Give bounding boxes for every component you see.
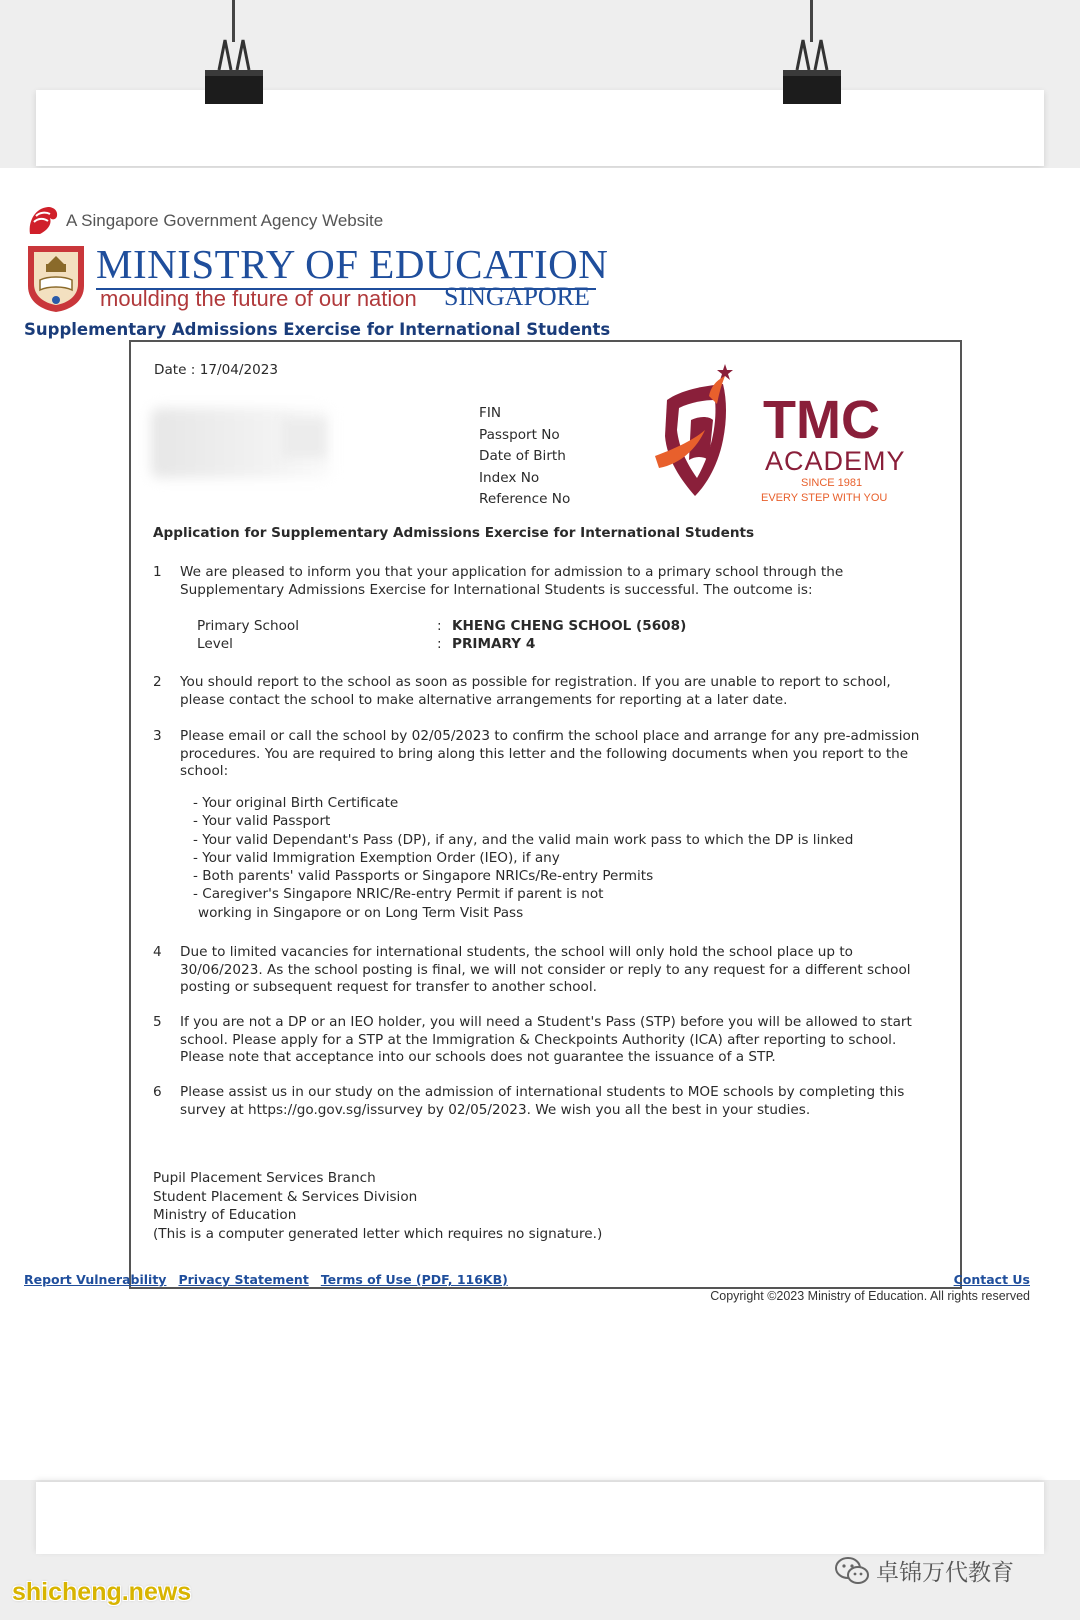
ministry-tagline: moulding the future of our nation xyxy=(100,286,417,311)
letter-paragraph xyxy=(153,944,933,997)
logo-sub: ACADEMY xyxy=(765,446,906,476)
signature-line: (This is a computer generated letter which requires no signature.) xyxy=(153,1225,603,1242)
exercise-heading: Supplementary Admissions Exercise for International Students xyxy=(24,320,611,339)
poster-top-strip xyxy=(36,90,1044,166)
list-item: - Your valid Passport xyxy=(193,813,331,830)
brand-watermark xyxy=(834,1554,1014,1587)
copyright-text: Copyright ©2023 Ministry of Education. All rights reserved xyxy=(710,1289,1030,1303)
identifier-label: Passport No xyxy=(479,426,560,443)
gov-agency-bar xyxy=(26,204,383,238)
list-item: working in Singapore or on Long Term Visit Pass xyxy=(198,904,524,921)
paragraph-text: We are pleased to inform you that your application for admission to a primary school through the Supplementary Admissions Exercise for International Students is successful. The outcome is: xyxy=(180,564,844,598)
logo-name: TMC xyxy=(763,390,880,450)
paragraph-number: 6 xyxy=(153,1084,162,1100)
logo-slogan: EVERY STEP WITH YOU xyxy=(761,492,888,504)
list-item: - Your valid Immigration Exemption Order (IEO), if any xyxy=(193,849,560,866)
ministry-country: SINGAPORE xyxy=(444,282,590,311)
poster-bottom-strip xyxy=(36,1482,1044,1554)
report-vulnerability-link[interactable]: Report Vulnerability xyxy=(24,1272,167,1287)
lion-head-icon xyxy=(26,204,60,238)
paragraph-text: You should report to the school as soon as possible for registration. If you are unable to report to school, please contact the school to make alternative arrangements for reporting at a later date. xyxy=(180,674,891,708)
letter-date xyxy=(154,362,278,380)
signature-line: Pupil Placement Services Branch xyxy=(153,1170,376,1186)
moe-crest-icon xyxy=(24,242,88,314)
paragraph-number: 1 xyxy=(153,564,162,580)
outcome-label: Level xyxy=(197,636,233,652)
list-item: - Your valid Dependant's Pass (DP), if any, and the valid main work pass to which the DP is linked xyxy=(193,831,854,848)
outcome-separator: : xyxy=(437,618,442,634)
identifier-label: FIN xyxy=(479,405,501,421)
brand-watermark-text: 卓锦万代教育 xyxy=(876,1560,1014,1586)
redacted-address xyxy=(281,418,326,458)
date-label: Date : xyxy=(154,362,196,378)
signature-line: Ministry of Education xyxy=(153,1207,297,1223)
tmc-academy-logo xyxy=(651,360,921,510)
gov-agency-label: A Singapore Government Agency Website xyxy=(66,211,384,230)
identifier-list xyxy=(479,403,570,511)
paragraph-number: 4 xyxy=(153,944,162,960)
application-title: Application for Supplementary Admissions Exercise for International Students xyxy=(153,525,755,541)
letter-paragraph xyxy=(153,674,933,709)
letter-paragraph xyxy=(153,564,933,599)
identifier-label: Date of Birth xyxy=(479,448,566,464)
paragraph-text: Please email or call the school by 02/05/2023 to confirm the school place and arrange for any pre-admission procedures. You are required to bring along this letter and the following documents when you report to the school: xyxy=(180,728,920,779)
paragraph-text: Please assist us in our study on the admission of international students to MOE schools by completing this survey at https://go.gov.sg/issurvey by 02/05/2023. We wish you all the best in your studies. xyxy=(180,1084,905,1118)
outcome-label: Primary School xyxy=(197,618,299,634)
identifier-label: Index No xyxy=(479,469,540,486)
binder-clip-icon xyxy=(781,36,843,106)
ministry-title: MINISTRY OF EDUCATION xyxy=(96,241,609,287)
logo-since: SINCE 1981 xyxy=(801,477,863,489)
binder-clip-icon xyxy=(203,36,265,106)
privacy-statement-link[interactable]: Privacy Statement xyxy=(178,1272,309,1287)
signature-block xyxy=(153,1169,602,1243)
letter-paragraph xyxy=(153,728,933,781)
signature-line: Student Placement & Services Division xyxy=(153,1188,418,1205)
outcome-value: PRIMARY 4 xyxy=(452,636,536,652)
outcome-separator: : xyxy=(437,636,442,652)
document-sheet xyxy=(0,168,1080,1480)
outcome-value: KHENG CHENG SCHOOL (5608) xyxy=(452,618,687,634)
offer-letter xyxy=(129,340,962,1289)
required-documents-list xyxy=(193,794,853,922)
list-item: - Both parents' valid Passports or Singapore NRICs/Re-entry Permits xyxy=(193,868,654,885)
letter-paragraph xyxy=(153,1084,933,1119)
contact-us-link[interactable]: Contact Us xyxy=(953,1272,1030,1287)
footer-links xyxy=(24,1272,508,1287)
identifier-label: Reference No xyxy=(479,491,571,507)
site-watermark: shicheng.news xyxy=(12,1578,192,1606)
letter-paragraph xyxy=(153,1014,933,1067)
paragraph-number: 5 xyxy=(153,1014,162,1030)
list-item: - Caregiver's Singapore NRIC/Re-entry Permit if parent is not xyxy=(193,886,604,903)
terms-of-use-link[interactable]: Terms of Use (PDF, 116KB) xyxy=(320,1272,508,1287)
paragraph-text: If you are not a DP or an IEO holder, you will need a Student's Pass (STP) before you will be allowed to start school. Please apply for a STP at the Immigration & Checkpoints Authority (ICA) after reporting to school. Please note that acceptance into our schools does not guarantee the issuance of a STP. xyxy=(180,1014,912,1065)
paragraph-text: Due to limited vacancies for international students, the school will only hold the school place up to 30/06/2023. As the school posting is final, we will not consider or reply to any request for a different school posting or subsequent request for transfer to another school. xyxy=(180,944,911,995)
list-item: - Your original Birth Certificate xyxy=(193,795,399,811)
wechat-icon xyxy=(834,1556,870,1586)
paragraph-number: 3 xyxy=(153,728,162,744)
date-value: 17/04/2023 xyxy=(199,362,279,378)
paragraph-number: 2 xyxy=(153,674,162,690)
